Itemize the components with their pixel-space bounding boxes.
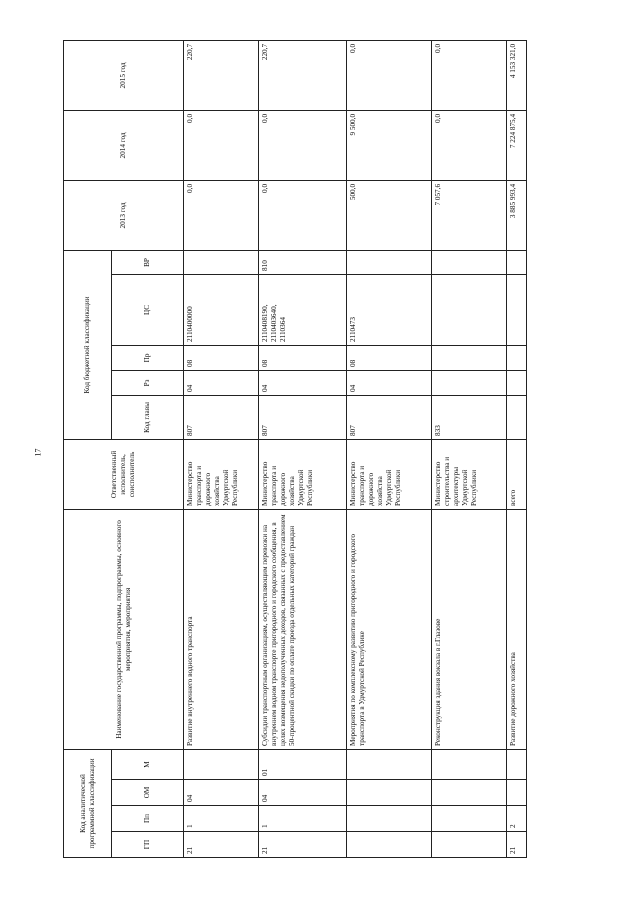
cell-kod-glavy: 807	[184, 395, 259, 439]
cell-gp: 21	[259, 832, 347, 858]
cell-name: Развитие внутреннего водного транспорта	[184, 509, 259, 749]
cell-name: Реконструкция здания вокзала в г.Глазове	[432, 509, 507, 749]
header-pp: Пп	[112, 806, 184, 832]
header-rz: Рз	[112, 370, 184, 395]
cell-m: 01	[259, 749, 347, 779]
cell-m	[432, 749, 507, 779]
table-row	[507, 40, 527, 857]
cell-rz: 04	[184, 370, 259, 395]
cell-pr	[432, 345, 507, 370]
cell-vr	[347, 250, 432, 274]
cell-2013: 500,0	[347, 180, 432, 250]
cell-2015: 220,7	[259, 40, 347, 110]
cell-2015: 220,7	[184, 40, 259, 110]
cell-m	[184, 749, 259, 779]
cell-kod-glavy	[507, 395, 527, 439]
cell-kod-glavy: 807	[259, 395, 347, 439]
cell-cs: 2110473	[347, 274, 432, 345]
table-row	[432, 40, 507, 857]
cell-name: Мероприятия по комплексному развитию пригородного и городского транспорта в Удмуртской Республике	[347, 509, 432, 749]
cell-m	[347, 749, 432, 779]
cell-om	[347, 780, 432, 806]
table-row	[184, 40, 259, 857]
cell-pp: 1	[184, 806, 259, 832]
cell-rz: 04	[347, 370, 432, 395]
cell-gp	[347, 832, 432, 858]
cell-executor: Министерство строительства и архитектуры Удмуртской Республики	[432, 439, 507, 509]
table-row	[347, 40, 432, 857]
cell-om	[432, 780, 507, 806]
cell-executor: всего	[507, 439, 527, 509]
budget-table	[63, 40, 527, 858]
cell-2014: 7 224 875,4	[507, 110, 527, 180]
cell-2013: 3 885 993,4	[507, 180, 527, 250]
header-2014: 2014 год	[64, 110, 184, 180]
cell-2014: 0,0	[184, 110, 259, 180]
page-number: 17	[33, 448, 43, 457]
cell-2013: 7 057,6	[432, 180, 507, 250]
cell-executor: Министерство транспорта и дорожного хозяйства Удмуртской Республики	[347, 439, 432, 509]
cell-pp: 2	[507, 806, 527, 832]
cell-gp: 21	[507, 832, 527, 858]
cell-om: 04	[259, 780, 347, 806]
cell-name: Развитие дорожного хозяйства	[507, 509, 527, 749]
cell-rz	[507, 370, 527, 395]
cell-executor: Министерство транспорта и дорожного хозяйства Удмуртской Республики	[259, 439, 347, 509]
cell-2015: 4 153 321,0	[507, 40, 527, 110]
cell-gp	[432, 832, 507, 858]
table-row	[259, 40, 347, 857]
cell-cs: 2110408190, 2110403640, 2110364	[259, 274, 347, 345]
header-vr: ВР	[112, 250, 184, 274]
header-m: М	[112, 749, 184, 779]
header-name: Наименование государственной программы, подпрограммы, основного мероприятия, мероприятия	[64, 509, 184, 749]
cell-vr: 810	[259, 250, 347, 274]
cell-vr	[507, 250, 527, 274]
cell-pr: 08	[347, 345, 432, 370]
cell-cs	[432, 274, 507, 345]
cell-executor: Министерство транспорта и дорожного хозяйства Удмуртской Республики	[184, 439, 259, 509]
header-kod-glavy: Код главы	[112, 395, 184, 439]
header-analytic-code: Код аналитической программной классификации	[64, 749, 112, 857]
cell-pr: 08	[259, 345, 347, 370]
cell-pr: 08	[184, 345, 259, 370]
cell-kod-glavy: 833	[432, 395, 507, 439]
header-om: ОМ	[112, 780, 184, 806]
cell-cs: 2110400000	[184, 274, 259, 345]
cell-cs	[507, 274, 527, 345]
cell-pp	[432, 806, 507, 832]
rotated-table-wrapper	[63, 43, 526, 858]
cell-2015: 0,0	[432, 40, 507, 110]
cell-2014: 0,0	[259, 110, 347, 180]
cell-m	[507, 749, 527, 779]
cell-rz: 04	[259, 370, 347, 395]
cell-2013: 0,0	[184, 180, 259, 250]
header-cs: ЦС	[112, 274, 184, 345]
cell-pr	[507, 345, 527, 370]
cell-om	[507, 780, 527, 806]
cell-rz	[432, 370, 507, 395]
cell-gp: 21	[184, 832, 259, 858]
cell-vr	[432, 250, 507, 274]
header-budget-code: Код бюджетной классификации	[64, 250, 112, 439]
header-2013: 2013 год	[64, 180, 184, 250]
header-gp: ГП	[112, 832, 184, 858]
cell-vr	[184, 250, 259, 274]
cell-2014: 0,0	[432, 110, 507, 180]
header-pr: Пр	[112, 345, 184, 370]
cell-om: 04	[184, 780, 259, 806]
cell-kod-glavy: 807	[347, 395, 432, 439]
cell-2015: 0,0	[347, 40, 432, 110]
cell-pp: 1	[259, 806, 347, 832]
cell-name: Субсидии транспортным организациям, осуществляющим перевозки на внутреннем водном транспорте пригородного и городского сообщения, в целях возмещения недополученных доходов, связанных с предоставлением 50-процентной скидки по оплате проезда отдельных категорий граждан	[259, 509, 347, 749]
header-executor: Ответственный исполнитель, соисполнитель	[64, 439, 184, 509]
cell-2014: 9 500,0	[347, 110, 432, 180]
cell-pp	[347, 806, 432, 832]
header-2015: 2015 год	[64, 40, 184, 110]
cell-2013: 0,0	[259, 180, 347, 250]
